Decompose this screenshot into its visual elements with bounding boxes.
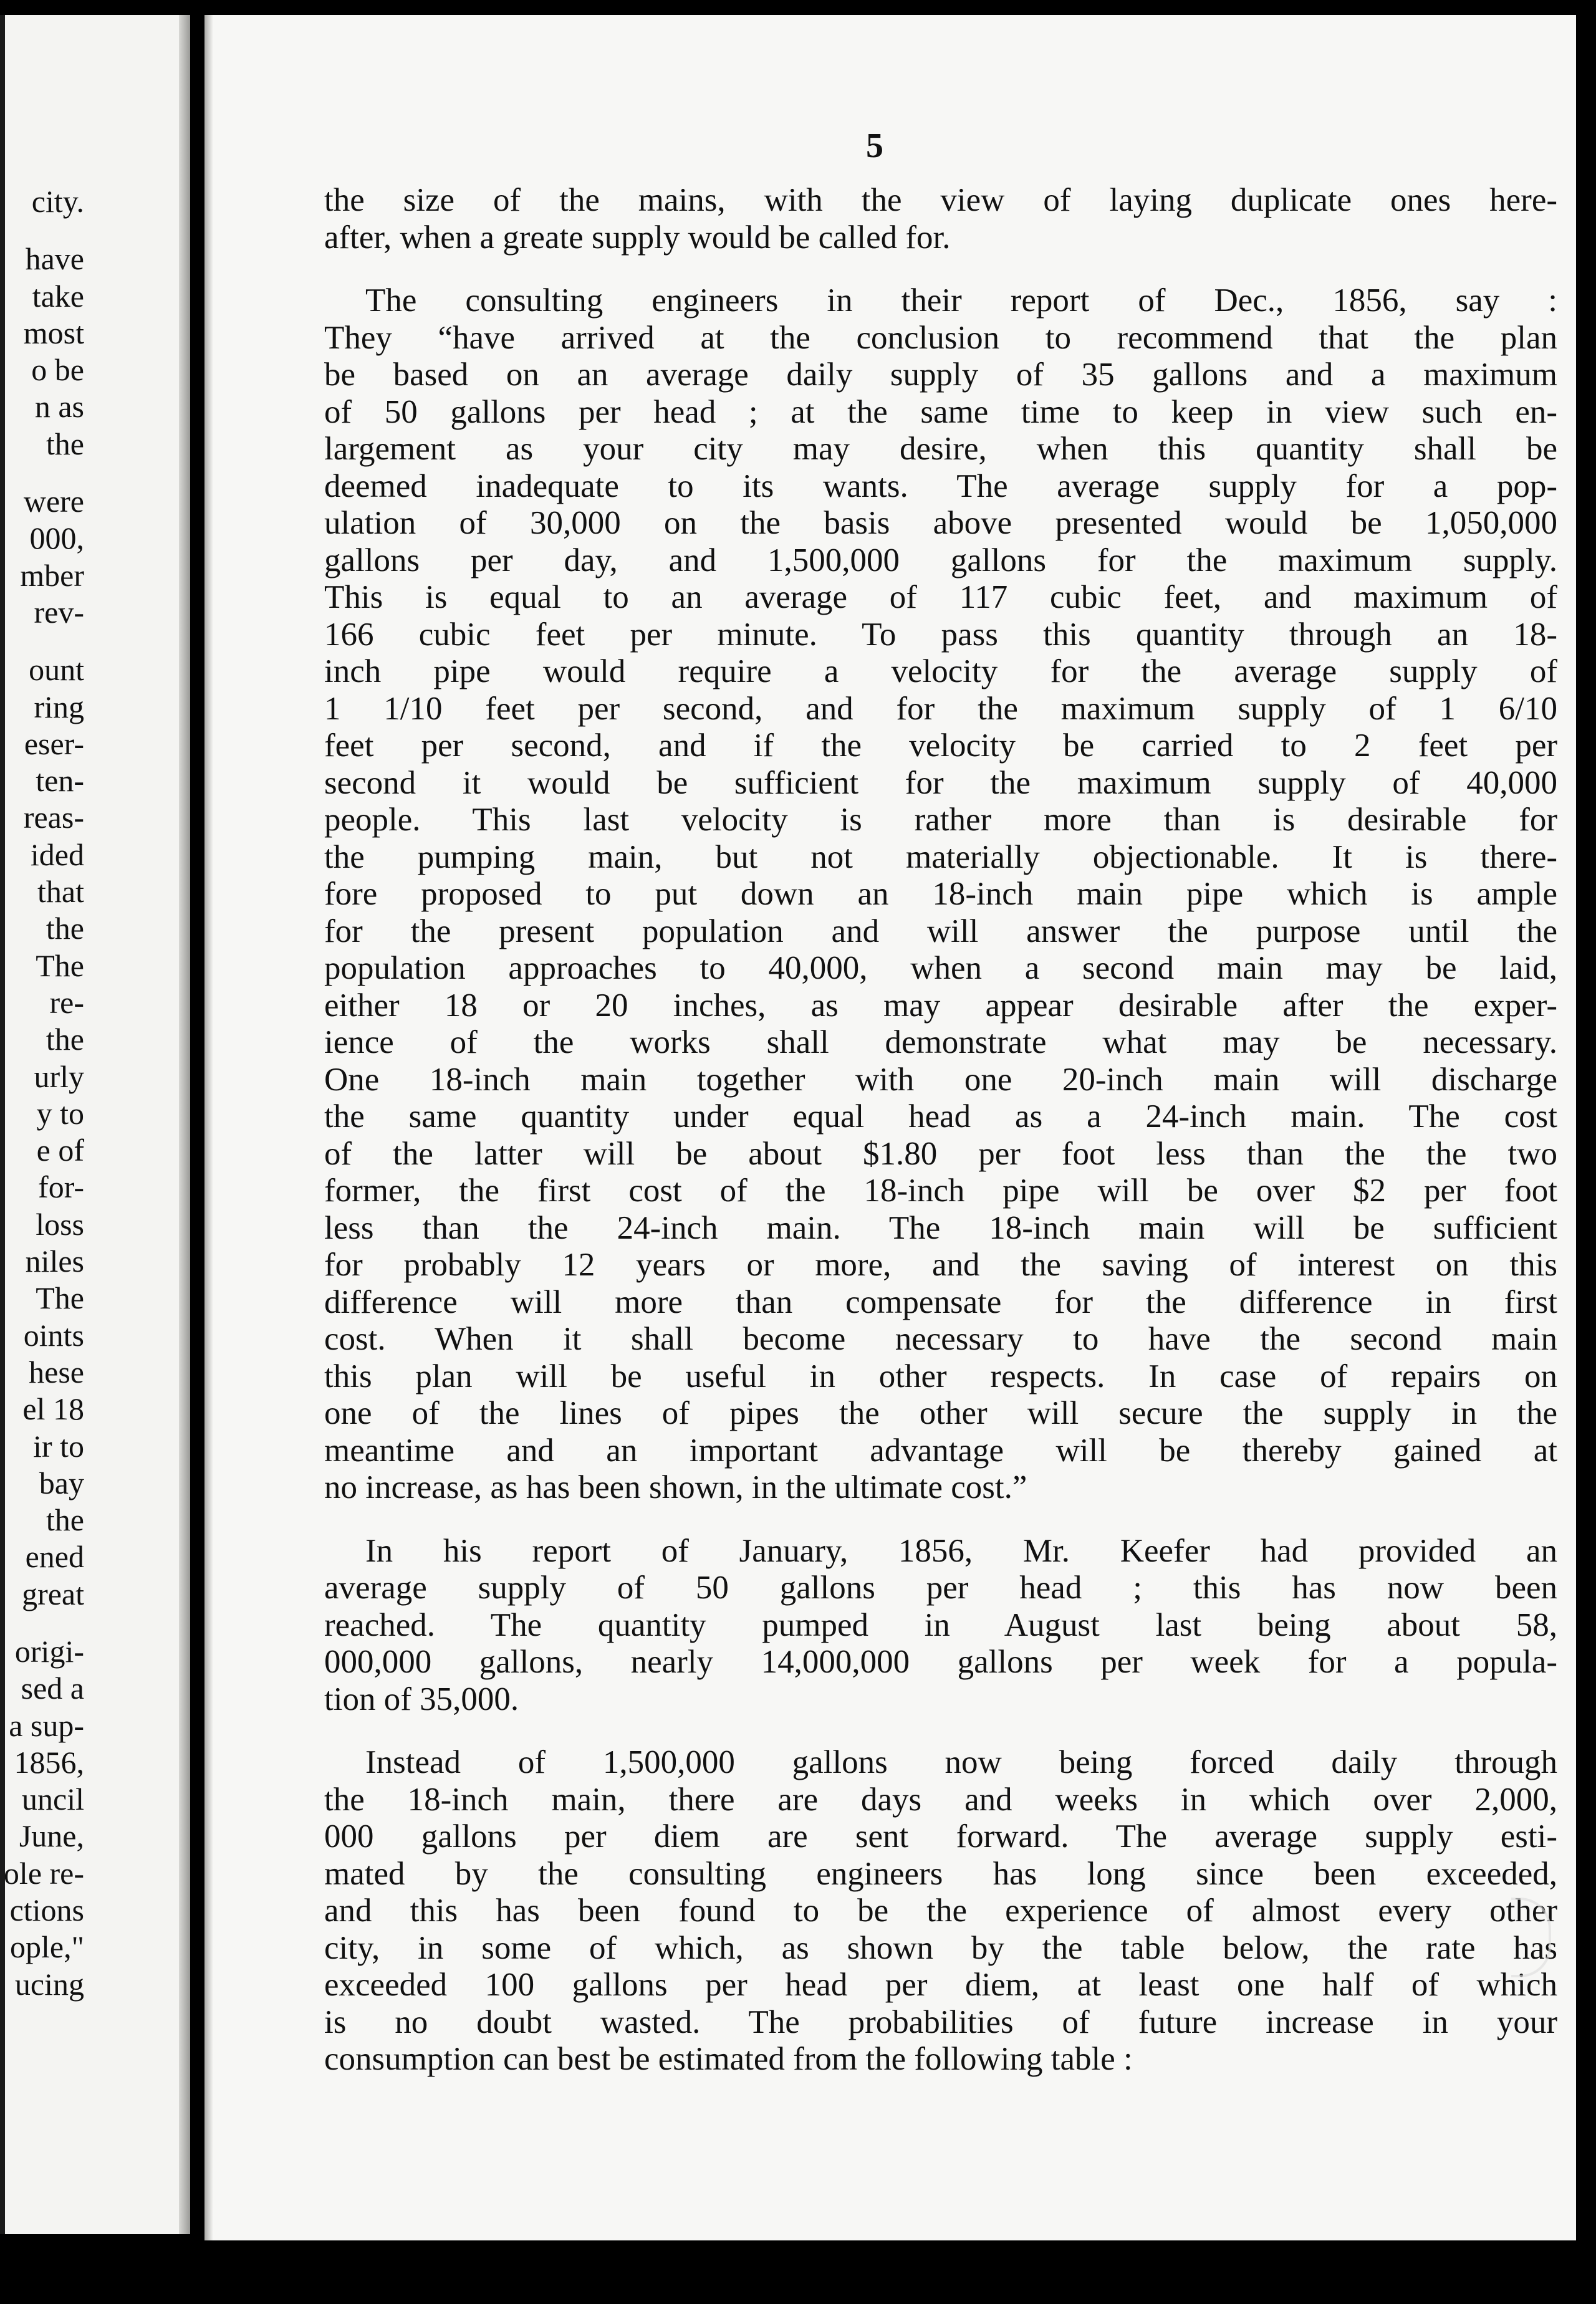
previous-page-line-fragment: were — [23, 484, 84, 519]
previous-page-line-fragment: n as — [34, 389, 84, 425]
text-line: They “have arrived at the conclusion to recommend that the plan — [324, 319, 1557, 356]
text-line: meantime and an important advantage will be thereby gained at — [324, 1432, 1557, 1469]
text-line: exceeded 100 gallons per head per diem, at least one half of which — [324, 1967, 1557, 2003]
text-line: second it would be sufficient for the maximum supply of 40,000 — [324, 764, 1557, 801]
text-line: city, in some of which, as shown by the table below, the rate has — [324, 1929, 1557, 1966]
text-line: be based on an average daily supply of 35 gallons and a maximum — [324, 357, 1557, 393]
previous-page-line-fragment: ople," — [10, 1929, 84, 1965]
previous-page-line-fragment: origi- — [14, 1633, 84, 1669]
text-line: 166 cubic feet per minute. To pass this quantity through an 18- — [324, 616, 1557, 653]
text-line: for probably 12 years or more, and the saving of interest on this — [324, 1247, 1557, 1283]
document-page — [204, 15, 1576, 2240]
previous-page-line-fragment: the — [46, 1022, 84, 1057]
previous-page-line-fragment: o be — [31, 352, 84, 388]
text-line: the pumping main, but not materially objectionable. It is there- — [324, 838, 1557, 875]
text-line: for the present population and will answer the purpose until the — [324, 913, 1557, 949]
fragment-gap — [0, 1613, 84, 1633]
previous-page-line-fragment: oints — [23, 1317, 84, 1353]
text-line: deemed inadequate to its wants. The average supply for a pop- — [324, 468, 1557, 504]
previous-page-line-fragment: a sup- — [9, 1707, 84, 1743]
text-line: is no doubt wasted. The probabilities of future increase in your — [324, 2004, 1557, 2040]
text-line: less than the 24-inch main. The 18-inch main will be sufficient — [324, 1209, 1557, 1246]
paragraph-gap — [324, 1718, 1557, 1744]
text-line: 000 gallons per diem are sent forward. The average supply esti- — [324, 1818, 1557, 1855]
previous-page-line-fragment: hese — [29, 1354, 84, 1390]
previous-page-line-fragment: rev- — [34, 594, 84, 630]
previous-page-line-fragment: e of — [36, 1133, 84, 1168]
text-line: 000,000 gallons, nearly 14,000,000 gallons per week for a popula- — [324, 1644, 1557, 1680]
text-line: fore proposed to put down an 18-inch main pipe which is ample — [324, 876, 1557, 912]
text-line: inch pipe would require a velocity for the average supply of — [324, 653, 1557, 689]
text-line: the 18-inch main, there are days and weeks in which over 2,000, — [324, 1781, 1557, 1818]
text-line: cost. When it shall become necessary to have the second main — [324, 1321, 1557, 1357]
previous-page-line-fragment: take — [32, 278, 84, 314]
page-body-text — [324, 182, 1557, 2078]
previous-page-line-fragment: great — [22, 1576, 84, 1611]
text-line: ience of the works shall demonstrate what may be necessary. — [324, 1024, 1557, 1060]
paragraph — [324, 1744, 1557, 2078]
previous-page-line-fragment: ring — [34, 689, 84, 724]
paragraph — [324, 282, 1557, 1507]
previous-page-line-fragment: that — [37, 874, 84, 910]
previous-page-line-fragment: ount — [29, 652, 84, 688]
text-line: of the latter will be about $1.80 per foot less than the the two — [324, 1135, 1557, 1172]
text-line: ulation of 30,000 on the basis above presented would be 1,050,000 — [324, 505, 1557, 541]
text-line: this plan will be useful in other respects. In case of repairs on — [324, 1358, 1557, 1394]
previous-page-line-fragment: 1856, — [14, 1744, 84, 1780]
previous-page-line-fragment: uncil — [22, 1782, 84, 1817]
text-line: population approaches to 40,000, when a second main may be laid, — [324, 950, 1557, 986]
previous-page-line-fragment: re- — [49, 984, 84, 1020]
paragraph — [324, 182, 1557, 256]
previous-page-line-fragment: el 18 — [22, 1391, 84, 1427]
text-line: one of the lines of pipes the other will secure the supply in the — [324, 1395, 1557, 1431]
text-line: mated by the consulting engineers has long since been exceeded, — [324, 1855, 1557, 1892]
previous-page-text-column — [0, 183, 84, 2003]
text-line: former, the first cost of the 18-inch pipe will be over $2 per foot — [324, 1173, 1557, 1209]
previous-page-line-fragment: ir to — [33, 1428, 84, 1464]
text-line: of 50 gallons per head ; at the same time to keep in view such en- — [324, 393, 1557, 430]
text-line: feet per second, and if the velocity be carried to 2 feet per — [324, 727, 1557, 764]
previous-page-line-fragment: ole re- — [3, 1855, 84, 1891]
text-line: consumption can best be estimated from the following table : — [324, 2041, 1133, 2077]
text-line: In his report of January, 1856, Mr. Keefer had provided an — [365, 1532, 1557, 1569]
previous-page-line-fragment: ucing — [14, 1966, 84, 2002]
text-line: after, when a greate supply would be called for. — [324, 219, 951, 256]
previous-page-line-fragment: ided — [30, 837, 84, 872]
previous-page-line-fragment: ened — [25, 1539, 84, 1575]
previous-page-line-fragment: The — [36, 948, 84, 983]
page-number: 5 — [866, 127, 883, 165]
previous-page-line-fragment: ten- — [36, 763, 84, 799]
text-line: difference will more than compensate for the difference in first — [324, 1284, 1557, 1320]
previous-page-line-fragment: bay — [39, 1465, 84, 1500]
previous-page-line-fragment: for- — [38, 1169, 84, 1205]
text-line: and this has been found to be the experience of almost every other — [324, 1893, 1557, 1929]
text-line: the same quantity under equal head as a 24-inch main. The cost — [324, 1098, 1557, 1135]
text-line: largement as your city may desire, when this quantity shall be — [324, 431, 1557, 467]
text-line: no increase, as has been shown, in the ultimate cost.” — [324, 1469, 1027, 1505]
previous-page-line-fragment: city. — [31, 184, 84, 219]
book-spine — [179, 15, 190, 2234]
previous-page-line-fragment: loss — [36, 1206, 84, 1242]
text-line: reached. The quantity pumped in August last being about 58, — [324, 1606, 1557, 1643]
paragraph — [324, 1533, 1557, 1719]
previous-page-line-fragment: the — [46, 426, 84, 461]
previous-page-line-fragment: eser- — [24, 726, 84, 761]
text-line: average supply of 50 gallons per head ; this has now been — [324, 1570, 1557, 1606]
text-line: people. This last velocity is rather more than is desirable for — [324, 802, 1557, 838]
previous-page-line-fragment: ctions — [9, 1893, 84, 1928]
previous-page-line-fragment: urly — [34, 1058, 84, 1094]
text-line: the size of the mains, with the view of laying duplicate ones here- — [324, 182, 1557, 218]
previous-page-line-fragment: most — [23, 315, 84, 350]
paragraph-gap — [324, 256, 1557, 282]
text-line: either 18 or 20 inches, as may appear desirable after the exper- — [324, 987, 1557, 1024]
fragment-gap — [0, 220, 84, 241]
paragraph-gap — [324, 1507, 1557, 1533]
text-line: This is equal to an average of 117 cubic feet, and maximum of — [324, 579, 1557, 615]
previous-page-line-fragment: The — [36, 1280, 84, 1316]
previous-page-line-fragment: niles — [25, 1244, 84, 1279]
text-line: Instead of 1,500,000 gallons now being forced daily through — [365, 1744, 1557, 1780]
fragment-gap — [0, 631, 84, 651]
text-line: 1 1/10 feet per second, and for the maximum supply of 1 6/10 — [324, 690, 1557, 727]
previous-page-line-fragment: 000, — [29, 521, 84, 556]
previous-page-line-fragment: the — [46, 1502, 84, 1538]
text-line: One 18-inch main together with one 20-inch main will discharge — [324, 1061, 1557, 1098]
text-line: gallons per day, and 1,500,000 gallons for the maximum supply. — [324, 542, 1557, 578]
text-line: tion of 35,000. — [324, 1681, 519, 1717]
previous-page-line-fragment: the — [46, 911, 84, 946]
previous-page-line-fragment: have — [25, 241, 84, 277]
previous-page-line-fragment: y to — [36, 1095, 84, 1131]
previous-page-line-fragment: June, — [19, 1818, 84, 1854]
previous-page-fragment — [0, 15, 190, 2234]
previous-page-line-fragment: mber — [20, 557, 84, 593]
text-line: The consulting engineers in their report of Dec., 1856, say : — [365, 282, 1557, 319]
page-gutter-shadow — [204, 15, 213, 2240]
fragment-gap — [0, 463, 84, 483]
previous-page-line-fragment: reas- — [23, 800, 84, 835]
previous-page-line-fragment: sed a — [21, 1671, 84, 1706]
